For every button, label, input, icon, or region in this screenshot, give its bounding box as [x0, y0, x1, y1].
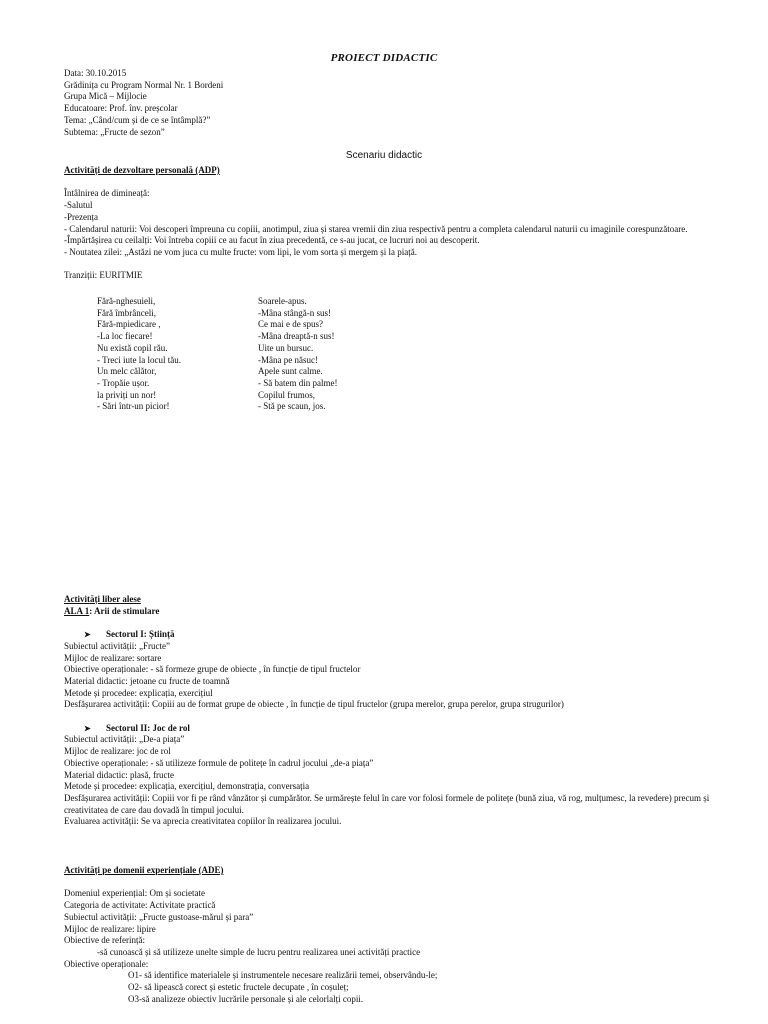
sector-line: Subiectul activității: „Fructe” [64, 640, 170, 651]
header-theme: Tema: „Când/cum și de ce se întâmplă?” [64, 114, 211, 125]
rhyme-line: Ce mai e de spus? [258, 319, 323, 330]
header-info [64, 68, 726, 138]
rhyme-line: Nu există copil rău. [97, 342, 168, 353]
rhyme-line: Fără-nghesuieli, [97, 296, 156, 306]
ade-line: Categoria de activitate: Activitate practică [64, 900, 216, 911]
rhyme-line: - Sări într-un picior! [97, 401, 170, 412]
header-teacher: Educatoare: Prof. înv. preșcolar [64, 103, 178, 114]
transitions-label: Tranziții: EURITMIE [64, 270, 143, 281]
adp-item: - Calendarul naturii: Voi descoperi împreuna cu copiii, anotimpul, ziua și starea vremii din ziua respectivă pentru a completa calendarul naturii cu imaginile corespunzătoare. [64, 223, 688, 234]
rhyme-line: la priviți un nor! [97, 389, 157, 400]
rhyme-line: Fără-mpiedicare , [97, 319, 161, 330]
sector-line: Obiective operaționale: - să formeze grupe de obiecte , în funcție de tipul fructelor [64, 664, 361, 675]
ade-line: Obiective de referință: [64, 935, 145, 946]
objective-item: O3-să analizeze obiectiv lucrările personale și ale celorlalți copii. [128, 993, 364, 1004]
scenario-title: Scenariu didactic [345, 150, 423, 161]
arrow-bullet-icon: ➤ [84, 723, 91, 733]
rhyme-line: - Tropăie ușor. [97, 377, 150, 388]
sector-line: Material didactic: plasă, fructe [64, 769, 174, 780]
sector-line: Desfășurarea activității: Copiii au de format grupe de obiecte , în funcție de tipul fructelor (grupa merelor, grupa perelor, grupa strugurilor) [64, 699, 564, 710]
rhyme-line: -Mâna dreaptă-n sus! [258, 331, 335, 342]
sector-line: Evaluarea activității: Se va aprecia creativitatea copiilor în realizarea jocului. [64, 816, 342, 827]
rhyme-right-column [258, 296, 337, 413]
sector-line: Obiective operaționale: - să utilizeze formule de politețe în cadrul jocului „de-a piața” [64, 757, 374, 768]
rhyme-line: Apele sunt calme. [258, 366, 323, 377]
ade-heading: Activități pe domenii experiențiale (ADE) [64, 865, 224, 875]
sector-line: Subiectul activității: „De-a piața” [64, 734, 185, 745]
adp-intro: Întâlnirea de dimineață: [64, 188, 150, 199]
rhyme-left-column [97, 296, 181, 413]
rhyme-line: - Să batem din palme! [258, 377, 338, 388]
rhyme-line: - Stă pe scaun, jos. [258, 401, 326, 412]
header-subtheme: Subtema: „Fructe de sezon” [64, 126, 165, 137]
rhyme-line: Copilul frumos, [258, 389, 316, 400]
header-date: Data: 30.10.2015 [64, 68, 127, 78]
rhyme-line: - Treci iute la locul tău. [97, 354, 181, 365]
rhyme-line: Fără îmbrânceli, [97, 307, 156, 318]
sector-line: Metode și procedee: explicația, exercițiul, demonstrația, conversația [64, 781, 310, 792]
objective-item: O2- să lipească corect și estetic fructele decupate , în coșuleț; [128, 982, 349, 993]
adp-section [64, 165, 726, 282]
rhyme-line: -Mâna stângă-n sus! [258, 307, 331, 318]
referinta-item: -să cunoască și să utilizeze unelte simple de lucru pentru realizarea unei activități practice [97, 946, 421, 957]
ala-heading: Activități liber alese [64, 594, 141, 604]
rhyme-line: -Mâna pe năsuc! [258, 354, 318, 365]
adp-item: - Noutatea zilei: „Astăzi ne vom juca cu multe fructe: vom lipi, le vom sorta și mergem și la piață. [64, 246, 417, 257]
ala-subheading [64, 606, 726, 618]
rhyme-line: Un melc călător, [97, 366, 157, 377]
rhyme-line: Uite un bursuc. [258, 342, 314, 353]
ala-code: ALA 1 [64, 605, 90, 616]
ala-subtitle: : Arii de stimulare [89, 605, 160, 616]
ade-section [64, 865, 726, 1005]
rhyme-line: -La loc fiecare! [97, 331, 153, 342]
ade-line: Subiectul activității: „Fructe gustoase-mărul și para” [64, 911, 254, 922]
arrow-bullet-icon: ➤ [84, 630, 91, 640]
sector-title: ➤ Sectorul I: Știință [84, 629, 175, 640]
adp-heading: Activități de dezvoltare personală (ADP) [64, 165, 220, 175]
sector-title: ➤ Sectorul II: Joc de rol [84, 722, 190, 733]
header-school: Grădinița cu Program Normal Nr. 1 Bordeni [64, 79, 224, 90]
ade-line: Mijloc de realizare: lipire [64, 923, 156, 934]
document-title: PROIECT DIDACTIC [330, 52, 438, 64]
adp-item: -Prezența [64, 211, 98, 222]
sector-line: Desfășurarea activității: Copiii vor fi pe rând vânzător și cumpărător. Se urmărește felul în care vor folosi formele de politețe (bună ziua, vă rog, mulțumesc, la revedere) precum și creativitatea de care dau dovadă în timpul jocului. [64, 792, 710, 815]
sector-line: Material didactic: jetoane cu fructe de toamnă [64, 675, 230, 686]
objective-item: O1- să identifice materialele și instrumentele necesare realizării temei, observându-le; [128, 970, 438, 981]
sector-line: Mijloc de realizare: joc de rol [64, 746, 171, 757]
header-group: Grupa Mică – Mijlocie [64, 91, 147, 102]
operational-label: Obiective operaționale: [64, 958, 149, 969]
rhyme-line: Soarele-apus. [258, 296, 307, 306]
adp-item: -Împărtășirea cu ceilalți: Voi întreba copiii ce au facut în ziua precedentă, ce s-au jucat, ce lucruri noi au descoperit. [64, 235, 480, 246]
ala-section [64, 594, 726, 828]
sector-line: Metode și procedee: explicația, exercițiul [64, 687, 213, 698]
ade-line: Domeniul experiențial: Om și societate [64, 888, 205, 899]
adp-item: -Salutul [64, 200, 93, 211]
sector-line: Mijloc de realizare: sortare [64, 652, 162, 663]
